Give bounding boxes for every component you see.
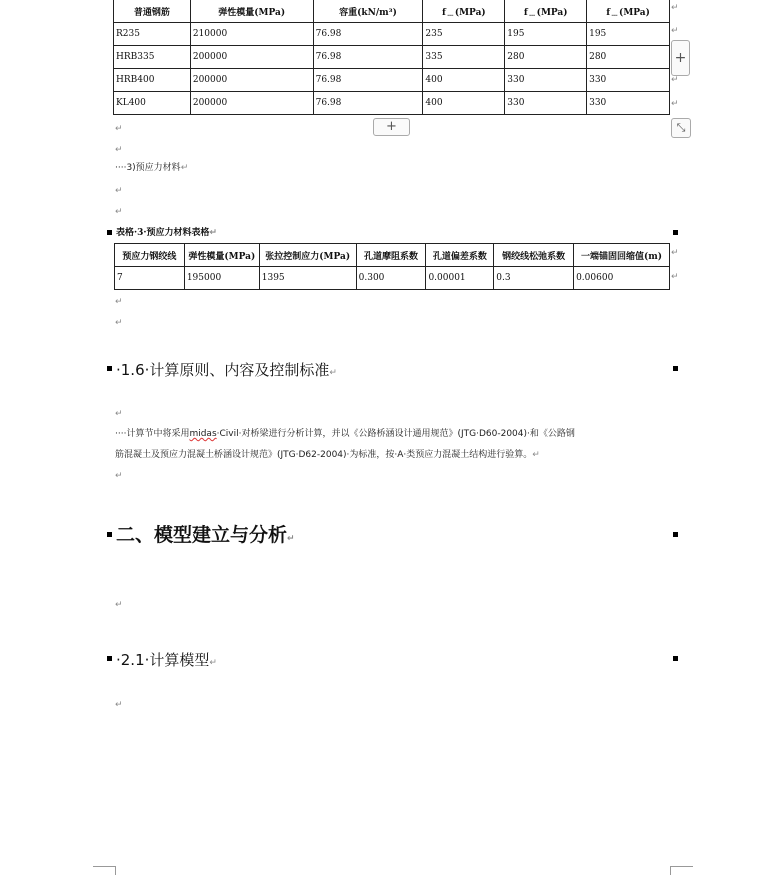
paragraph-mark: ↵ [115, 409, 123, 419]
selection-handle [107, 230, 112, 235]
add-row-button[interactable]: + [373, 118, 410, 136]
selection-handle [107, 656, 112, 661]
paragraph-mark: ↵ [209, 228, 218, 238]
paragraph-mark: ↵ [115, 318, 123, 328]
table-cell[interactable]: 0.3 [494, 267, 574, 290]
table-cell[interactable]: 330 [587, 92, 670, 115]
table-cell[interactable]: 210000 [190, 23, 313, 46]
rebar-table [113, 0, 670, 115]
paragraph-mark: ↵ [180, 163, 189, 173]
selection-handle [107, 366, 112, 371]
heading-model-analysis [116, 520, 295, 547]
table-header-row [115, 244, 670, 267]
table-cell[interactable]: 195 [505, 23, 587, 46]
table-header-cell[interactable]: 一端锚固回缩值(m) [574, 244, 670, 267]
table-row [114, 69, 670, 92]
table-cell[interactable]: 76.98 [313, 92, 423, 115]
paragraph-mark: ↵ [115, 186, 123, 196]
paragraph-mark: ↵ [671, 272, 679, 282]
table-cell[interactable]: 280 [505, 46, 587, 69]
table-header-cell[interactable]: 张拉控制应力(MPa) [259, 244, 356, 267]
caption-text: 表格·3·预应力材料表格 [116, 228, 210, 238]
table-header-cell[interactable]: 普通钢筋 [114, 0, 191, 23]
paragraph-mark: ↵ [115, 471, 123, 481]
paragraph-mark: ↵ [671, 248, 679, 258]
table-header-cell[interactable]: 弹性模量(MPa) [190, 0, 313, 23]
selection-handle [107, 532, 112, 537]
spellcheck-word[interactable]: midas [189, 429, 217, 439]
table-header-cell[interactable]: f﹍(MPa) [505, 0, 587, 23]
heading-text: ·1.6·计算原则、内容及控制标准 [116, 361, 330, 379]
paragraph-mark: ↵ [287, 534, 295, 544]
table-cell[interactable]: 1395 [259, 267, 356, 290]
table-cell[interactable]: 400 [423, 69, 505, 92]
heading-text: 二、模型建立与分析 [116, 524, 288, 546]
add-column-button[interactable]: + [671, 40, 690, 76]
table-row [114, 92, 670, 115]
table-cell[interactable]: R235 [114, 23, 191, 46]
paragraph-mark: ↵ [671, 3, 679, 13]
table-cell[interactable]: 400 [423, 92, 505, 115]
paragraph-mark: ↵ [671, 99, 679, 109]
table-cell[interactable]: 76.98 [313, 23, 423, 46]
paragraph-mark: ↵ [115, 124, 123, 134]
table-cell[interactable]: 335 [423, 46, 505, 69]
table-cell[interactable]: 330 [505, 69, 587, 92]
paragraph-mark: ↵ [671, 75, 679, 85]
table-header-cell[interactable]: f﹍(MPa) [423, 0, 505, 23]
table-header-cell[interactable]: 孔道偏差系数 [426, 244, 494, 267]
body-paragraph [115, 424, 675, 466]
selection-handle [673, 230, 678, 235]
section-prestress-material [115, 158, 188, 179]
table-header-row [114, 0, 670, 23]
heading-2-1 [116, 649, 217, 670]
table-cell[interactable]: 200000 [190, 69, 313, 92]
table-cell[interactable]: 200000 [190, 92, 313, 115]
paragraph-line [115, 424, 675, 445]
table-cell[interactable]: 0.300 [356, 267, 426, 290]
table-row [114, 23, 670, 46]
table-header-cell[interactable]: 钢绞线松弛系数 [494, 244, 574, 267]
table-cell[interactable]: 0.00001 [426, 267, 494, 290]
table-caption [116, 225, 217, 238]
table-cell[interactable]: HRB400 [114, 69, 191, 92]
table-cell[interactable]: 76.98 [313, 69, 423, 92]
table-resize-handle[interactable]: ⤡ [671, 118, 691, 138]
table-cell[interactable]: 280 [587, 46, 670, 69]
table-cell[interactable]: 195 [587, 23, 670, 46]
table-header-cell[interactable]: 弹性模量(MPa) [184, 244, 259, 267]
text-span: 筋混凝土及预应力混凝土桥涵设计规范》(JTG·D62-2004)·为标准，按·A·类预应力混凝土结构进行验算。 [115, 450, 533, 460]
table-header-cell[interactable]: 孔道摩阻系数 [356, 244, 426, 267]
paragraph-mark: ↵ [115, 700, 123, 710]
table-header-cell[interactable]: 容重(kN/m³) [313, 0, 423, 23]
paragraph-mark: ↵ [115, 600, 123, 610]
heading-1-6 [116, 359, 337, 380]
paragraph-mark: ↵ [115, 297, 123, 307]
table-cell[interactable]: 0.00600 [574, 267, 670, 290]
paragraph-mark: ↵ [329, 368, 337, 378]
table-row [114, 46, 670, 69]
table-cell[interactable]: KL400 [114, 92, 191, 115]
paragraph-mark: ↵ [115, 145, 123, 155]
table-header-cell[interactable]: f﹍(MPa) [587, 0, 670, 23]
table-cell[interactable]: 7 [115, 267, 185, 290]
selection-handle [673, 532, 678, 537]
paragraph-mark: ↵ [671, 26, 679, 36]
text-span: ····计算节中将采用 [115, 429, 190, 439]
table-cell[interactable]: 195000 [184, 267, 259, 290]
table-cell[interactable]: HRB335 [114, 46, 191, 69]
section-text: ····3)预应力材料 [115, 163, 181, 173]
selection-handle [673, 366, 678, 371]
table-row [115, 267, 670, 290]
text-span: ·Civil·对桥梁进行分析计算，并以《公路桥涵设计通用规范》(JTG·D60-2004)·和《公路钢 [216, 429, 575, 439]
paragraph-line [115, 445, 675, 466]
selection-handle [673, 656, 678, 661]
paragraph-mark: ↵ [532, 450, 540, 460]
paragraph-mark: ↵ [115, 207, 123, 217]
table-cell[interactable]: 200000 [190, 46, 313, 69]
prestress-table [114, 243, 670, 290]
table-cell[interactable]: 330 [587, 69, 670, 92]
table-cell[interactable]: 76.98 [313, 46, 423, 69]
table-cell[interactable]: 235 [423, 23, 505, 46]
table-cell[interactable]: 330 [505, 92, 587, 115]
paragraph-mark: ↵ [209, 658, 217, 668]
heading-text: ·2.1·计算模型 [116, 651, 210, 669]
table-header-cell[interactable]: 预应力钢绞线 [115, 244, 185, 267]
